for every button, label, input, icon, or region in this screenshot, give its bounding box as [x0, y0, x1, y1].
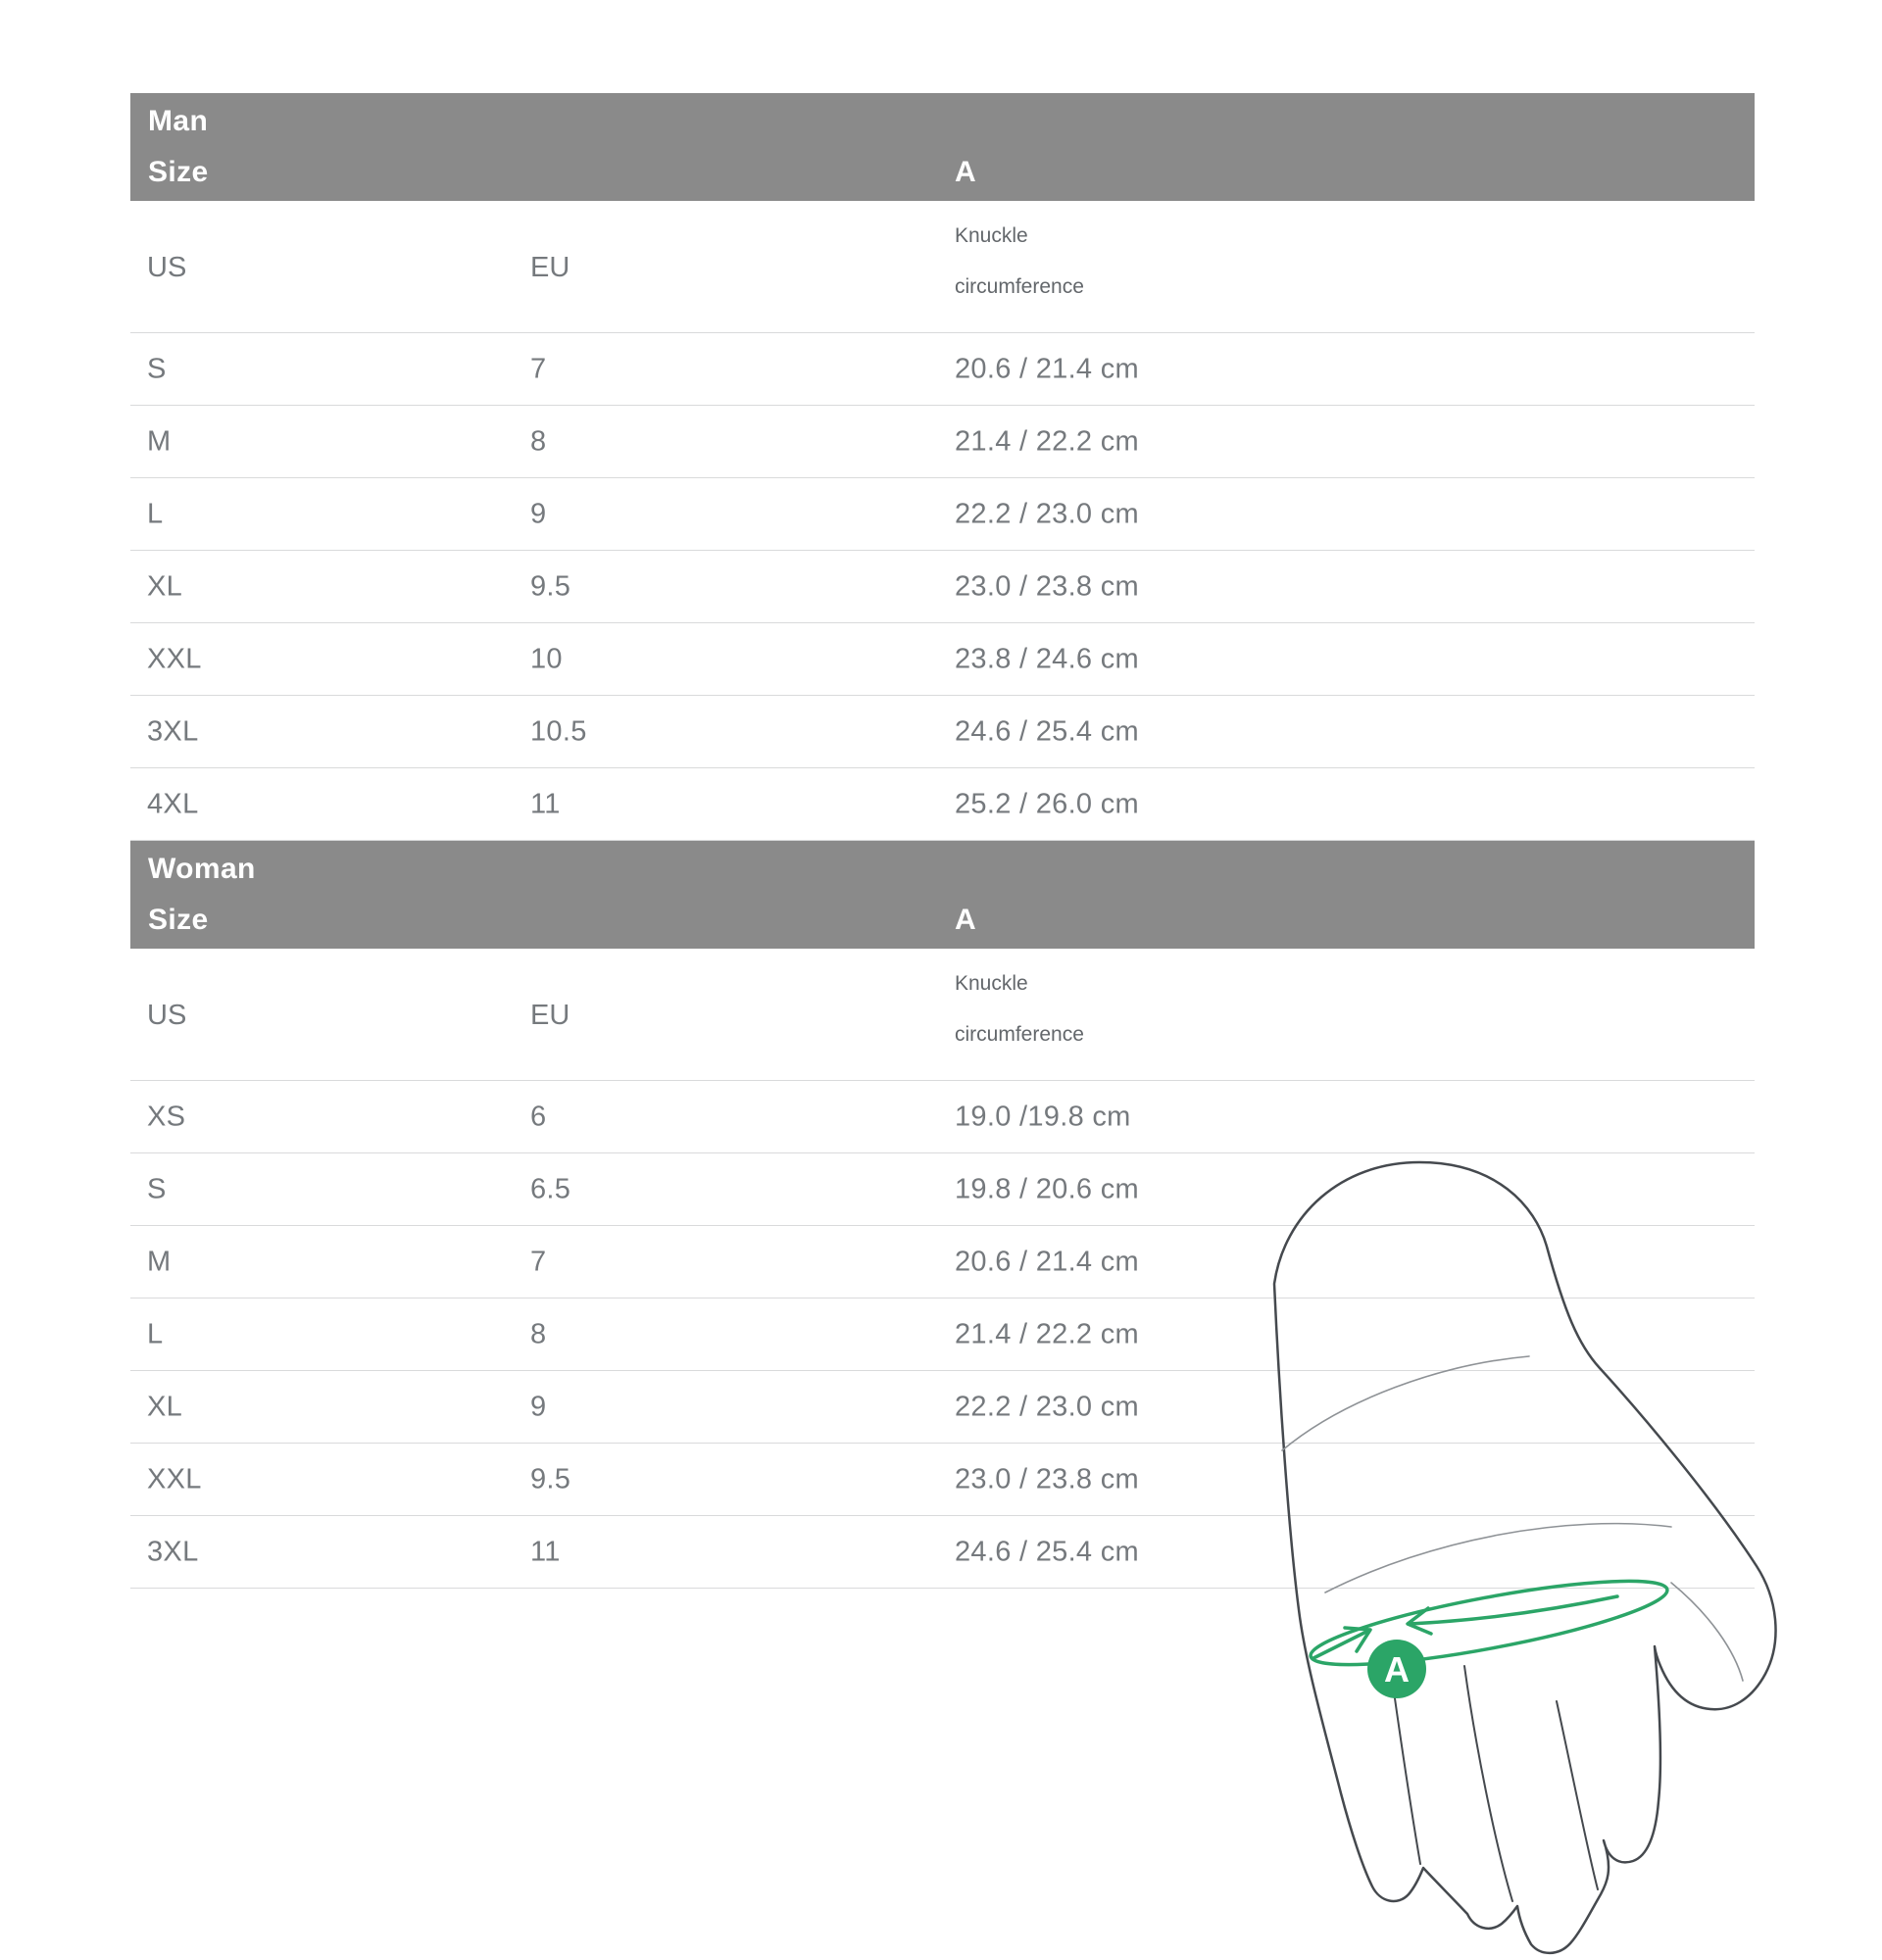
us-size-cell: M — [147, 425, 172, 457]
finger-separation-line — [1557, 1701, 1598, 1889]
knuckle-circumference-header-line1: Knuckle — [955, 224, 1028, 247]
knuckle-circumference-cell: 21.4 / 22.2 cm — [955, 425, 1139, 457]
eu-size-cell: 7 — [530, 353, 547, 384]
hand-outline — [1274, 1162, 1776, 1953]
us-size-cell: M — [147, 1246, 172, 1277]
measure-column-label: A — [955, 904, 977, 936]
eu-size-cell: 11 — [530, 1536, 561, 1567]
knuckle-circumference-cell: 24.6 / 25.4 cm — [955, 715, 1139, 747]
eu-size-cell: 9.5 — [530, 570, 571, 602]
thumb-crease-line — [1671, 1583, 1743, 1681]
us-size-cell: S — [147, 1173, 167, 1204]
table-subheader-row — [130, 949, 1755, 1081]
knuckle-circumference-cell: 22.2 / 23.0 cm — [955, 498, 1139, 529]
eu-size-cell: 9 — [530, 498, 547, 529]
size-column-label: Size — [148, 156, 209, 188]
measure-column-label: A — [955, 156, 977, 188]
eu-size-cell: 9.5 — [530, 1463, 571, 1494]
knuckle-ellipse — [1306, 1564, 1671, 1681]
eu-column-header: EU — [530, 252, 570, 283]
knuckle-circumference-header-line1: Knuckle — [955, 972, 1028, 995]
knuckle-circumference-cell: 25.2 / 26.0 cm — [955, 788, 1139, 819]
knuckle-circumference-cell: 19.0 /19.8 cm — [955, 1101, 1131, 1132]
knuckle-circumference-cell: 19.8 / 20.6 cm — [955, 1173, 1139, 1204]
us-size-cell: L — [147, 498, 164, 529]
finger-separation-line — [1464, 1666, 1512, 1901]
table-header-bar — [130, 841, 1755, 949]
knuckle-circumference-cell: 21.4 / 22.2 cm — [955, 1318, 1139, 1349]
knuckle-circumference-header-line2: circumference — [955, 275, 1084, 298]
us-size-cell: 3XL — [147, 1536, 199, 1567]
us-size-cell: 4XL — [147, 788, 199, 819]
table-subheader-row — [130, 201, 1755, 333]
knuckle-circumference-cell: 20.6 / 21.4 cm — [955, 353, 1139, 384]
wrist-crease-line — [1282, 1356, 1529, 1450]
table-row — [130, 551, 1755, 623]
knuckle-circumference-cell: 23.0 / 23.8 cm — [955, 570, 1139, 602]
us-size-cell: 3XL — [147, 715, 199, 747]
knuckle-circumference-cell: 24.6 / 25.4 cm — [955, 1536, 1139, 1567]
knuckle-circumference-header-line2: circumference — [955, 1023, 1084, 1046]
table-row — [130, 696, 1755, 768]
measure-point-a-label: A — [1384, 1649, 1410, 1690]
finger-separation-line — [1392, 1678, 1420, 1864]
knuckle-circumference-cell: 20.6 / 21.4 cm — [955, 1246, 1139, 1277]
knuckle-circumference-cell: 23.8 / 24.6 cm — [955, 643, 1139, 674]
table-title: Woman — [148, 853, 256, 885]
us-size-cell: XS — [147, 1101, 186, 1132]
us-size-cell: XL — [147, 1391, 183, 1422]
size-column-label: Size — [148, 904, 209, 936]
eu-size-cell: 7 — [530, 1246, 547, 1277]
table-row — [130, 768, 1755, 841]
table-header-bar — [130, 93, 1755, 201]
us-size-cell: S — [147, 353, 167, 384]
us-size-cell: L — [147, 1318, 164, 1349]
table-row — [130, 478, 1755, 551]
us-size-cell: XL — [147, 570, 183, 602]
knuckle-circumference-cell: 22.2 / 23.0 cm — [955, 1391, 1139, 1422]
table-row — [130, 406, 1755, 478]
table-title: Man — [148, 105, 209, 137]
eu-size-cell: 8 — [530, 1318, 547, 1349]
eu-size-cell: 11 — [530, 788, 561, 819]
man-size-table — [130, 93, 1755, 841]
eu-size-cell: 10.5 — [530, 715, 587, 747]
table-row — [130, 623, 1755, 696]
us-column-header: US — [147, 252, 187, 283]
table-row — [130, 333, 1755, 406]
eu-size-cell: 6.5 — [530, 1173, 571, 1204]
eu-column-header: EU — [530, 1000, 570, 1031]
knuckle-circumference-cell: 23.0 / 23.8 cm — [955, 1463, 1139, 1494]
eu-size-cell: 6 — [530, 1101, 547, 1132]
eu-size-cell: 8 — [530, 425, 547, 457]
eu-size-cell: 10 — [530, 643, 563, 674]
hand-illustration — [931, 1078, 1882, 1960]
eu-size-cell: 9 — [530, 1391, 547, 1422]
us-column-header: US — [147, 1000, 187, 1031]
us-size-cell: XXL — [147, 1463, 202, 1494]
us-size-cell: XXL — [147, 643, 202, 674]
